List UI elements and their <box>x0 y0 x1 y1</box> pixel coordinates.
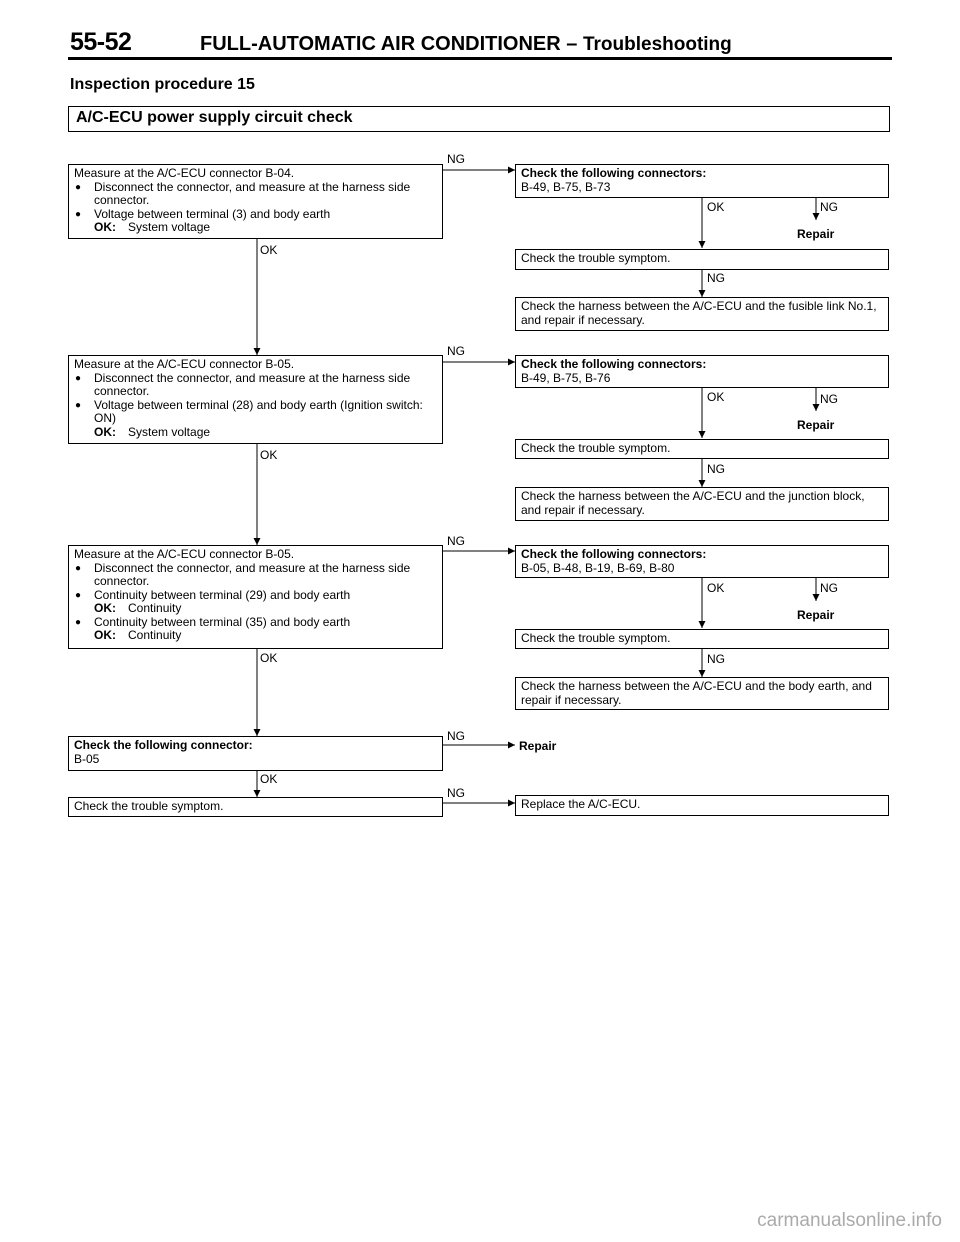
step2-harness-box <box>515 487 889 521</box>
step2-ok-label: OK <box>260 448 278 462</box>
step2-connector-list: B-49, B-75, B-76 <box>521 370 611 385</box>
step3-ok-criteria2 <box>74 629 437 643</box>
step5-ng-label: NG <box>447 786 465 800</box>
step1-connector-box <box>515 164 889 198</box>
step1-harness-text: Check the harness between the A/C-ECU and the fusible link No.1, and repair if necessary. <box>521 299 877 327</box>
step2-bullet2: ● Voltage between terminal (28) and body earth (Ignition switch: ON) <box>74 399 437 426</box>
step3-trouble-text: Check the trouble symptom. <box>521 631 671 645</box>
step3-measure-box <box>68 545 443 649</box>
step4-repair-label: Repair <box>519 739 557 753</box>
procedure-title: A/C-ECU power supply circuit check <box>76 109 353 126</box>
step1-measure-box <box>68 164 443 239</box>
step1-ok-label: OK <box>260 243 278 257</box>
step2-measure-box <box>68 355 443 444</box>
step4-connector-list: B-05 <box>74 751 100 766</box>
step2-measure-line1: Measure at the A/C-ECU connector B-05. <box>74 357 295 371</box>
page-number: 55-52 <box>70 28 132 56</box>
step5-result-box <box>515 795 889 816</box>
step4-connector-title: Check the following connector: <box>74 738 253 752</box>
step2-trouble-box <box>515 439 889 459</box>
step2-ok-criteria <box>74 426 437 440</box>
step1-ok-criteria <box>74 221 437 235</box>
step3-harness-text: Check the harness between the A/C-ECU and the body earth, and repair if necessary. <box>521 679 872 707</box>
step4-ok-label: OK <box>260 772 278 786</box>
step3-ok-criteria1-label: OK: <box>94 601 116 615</box>
step1-sub-ok-label: OK <box>707 200 725 214</box>
step1-ok-criteria-value: System voltage <box>128 220 211 234</box>
step1-trouble-text: Check the trouble symptom. <box>521 251 671 265</box>
step2-ok-criteria-value: System voltage <box>128 424 211 439</box>
step2-connector-box <box>515 355 889 388</box>
step2-ok-criteria-label: OK: <box>94 424 116 439</box>
step2-sub-ng-label: NG <box>820 392 838 406</box>
step1-bullet2: ● Voltage between terminal (3) and body earth <box>74 208 437 222</box>
page-title-separator: – <box>566 33 578 55</box>
step3-connector-list: B-05, B-48, B-19, B-69, B-80 <box>521 560 675 575</box>
step1-connector-list: B-49, B-75, B-73 <box>521 179 611 194</box>
step2-trouble-text: Check the trouble symptom. <box>521 441 671 455</box>
step3-measure-line1: Measure at the A/C-ECU connector B-05. <box>74 547 295 561</box>
step2-ng-label: NG <box>447 344 465 358</box>
step5-trouble-text: Check the trouble symptom. <box>74 799 224 813</box>
step3-ng-label: NG <box>447 534 465 548</box>
step3-sub-ng-label: NG <box>820 581 838 595</box>
step1-harness-box <box>515 297 889 331</box>
step1-ok-criteria-label: OK: <box>94 220 116 234</box>
section-title: Inspection procedure 15 <box>70 76 255 93</box>
step3-harness-box <box>515 677 889 710</box>
step3-connector-title: Check the following connectors: <box>521 547 707 561</box>
step1-trouble-box <box>515 249 889 270</box>
step3-connector-box <box>515 545 889 578</box>
step3-ok-criteria1-value: Continuity <box>128 601 182 615</box>
step3-ok-criteria1 <box>74 602 437 616</box>
watermark: carmanualsonline.info <box>757 1210 942 1231</box>
step5-result-text: Replace the A/C-ECU. <box>521 797 641 811</box>
page-title-subtitle: Troubleshooting <box>582 34 732 55</box>
step3-ok-label: OK <box>260 651 278 665</box>
step1-connector-title: Check the following connectors: <box>521 166 707 180</box>
step3-ok-criteria2-value: Continuity <box>128 628 182 642</box>
step2-connector-title: Check the following connectors: <box>521 357 707 371</box>
page-title-main: FULL-AUTOMATIC AIR CONDITIONER <box>200 33 561 55</box>
step1-ng-label: NG <box>447 152 465 166</box>
step1-trouble-ng-label: NG <box>707 271 725 285</box>
step1-measure-line1: Measure at the A/C-ECU connector B-04. <box>74 166 295 180</box>
step4-ng-label: NG <box>447 729 465 743</box>
step3-bullet2: ● Continuity between terminal (29) and body earth <box>74 589 437 603</box>
step2-repair-label: Repair <box>797 418 835 432</box>
step2-bullet1: ● Disconnect the connector, and measure at the harness side connector. <box>74 372 437 399</box>
step3-trouble-ng-label: NG <box>707 652 725 666</box>
step2-trouble-ng-label: NG <box>707 462 725 476</box>
step1-bullet1: ● Disconnect the connector, and measure at the harness side connector. <box>74 181 437 208</box>
step3-repair-label: Repair <box>797 608 835 622</box>
step2-harness-text: Check the harness between the A/C-ECU and the junction block, and repair if necessary. <box>521 489 865 517</box>
step3-bullet1: ● Disconnect the connector, and measure at the harness side connector. <box>74 562 437 589</box>
step3-sub-ok-label: OK <box>707 581 725 595</box>
step3-ok-criteria2-label: OK: <box>94 628 116 642</box>
step1-sub-ng-label: NG <box>820 200 838 214</box>
step3-bullet3: ● Continuity between terminal (35) and body earth <box>74 616 437 630</box>
step4-connector-box <box>68 736 443 771</box>
step5-trouble-box <box>68 797 443 817</box>
step3-trouble-box <box>515 629 889 649</box>
step1-repair-label: Repair <box>797 227 835 241</box>
step2-sub-ok-label: OK <box>707 390 725 404</box>
